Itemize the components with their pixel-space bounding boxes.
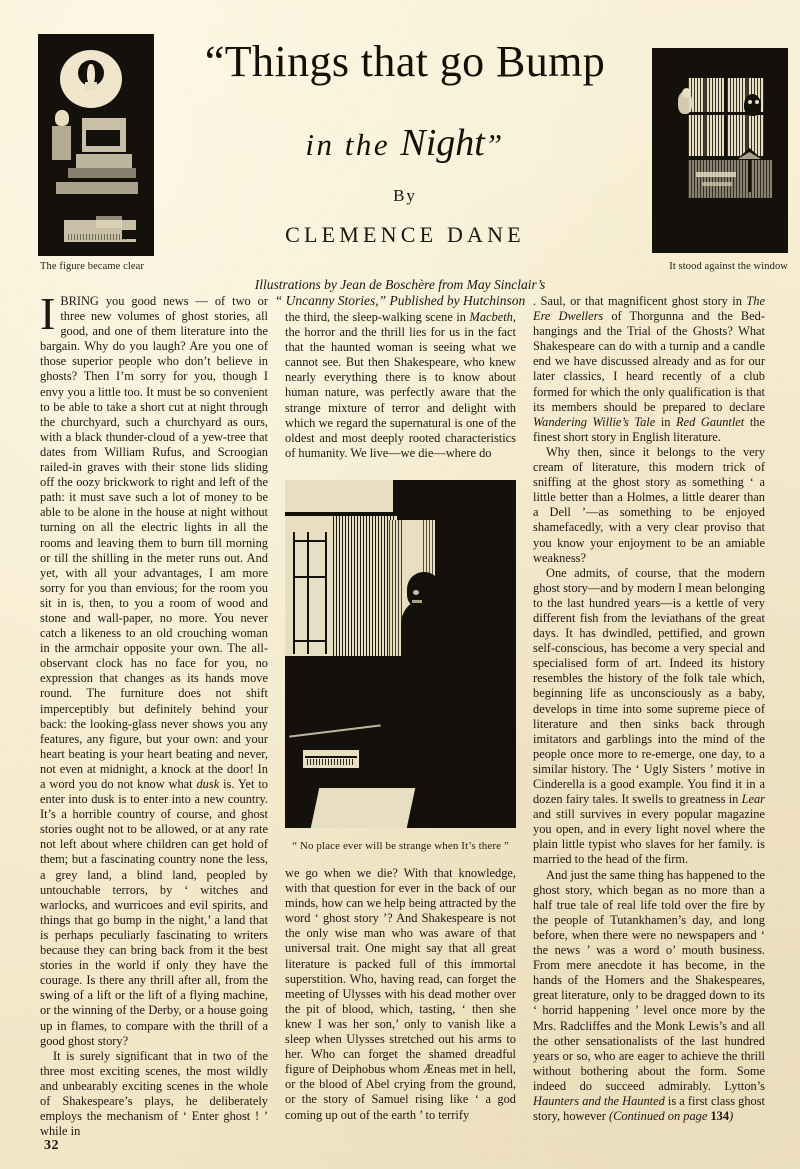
credit-line-2: “ Uncanny Stories,” Published by Hutchinson (274, 293, 526, 308)
paragraph (533, 294, 765, 445)
drop-cap: I (40, 288, 56, 339)
paragraph (533, 566, 765, 868)
continued-notice[interactable] (609, 1109, 733, 1123)
byline-label: By (393, 186, 417, 205)
continued-close-paren: ) (729, 1109, 734, 1124)
paragraph-text: And just the same thing has happened to the ghost story, which began as no more than a half true tale of real life told over the fire by the people of Tutankhamen’s day, and long before, when there were no newspapers and ‘ the news ’ was a word o’ mouth business. From mere anecdote it has become, in the hands of the Homers and the Shakespeares, great literature, only to be dragged down to its ‘ horrid happening ’ level once more by the Mrs. Radcliffes and the Monk Lewis’s and all the other sensationalists of the last hundred years or so, who are eager to achieve the thrill without bothering about the form. Some indeed do succeed admirably. Lytton’s (533, 867, 765, 1093)
lede-word: BRING (60, 294, 99, 308)
italic-title-haunters-and-the-haunted: Haunters and the Haunted (533, 1093, 665, 1108)
title-line2-post: ” (484, 127, 505, 162)
author-name: CLEMENCE DANE (285, 222, 525, 247)
paragraph: Why then, since it belongs to the very cream of literature, this modern trick of sniffing at the ghost story as something ‘ a little better than a Holmes, a little dearer than a Dell ’—as something to be enjoyed shamefacedly, with a very clear proviso that you know your enjoyment to be an amiable weakness? (533, 444, 765, 565)
credit-line-1: Illustrations by Jean de Boschère from May Sinclair’s (254, 277, 546, 292)
paragraph: we go when we die? With that knowledge, with that question for ever in the back of our minds, how can we help being attracted by the word ‘ ghost story ’? And Shakespeare is not the only wise man who was aware of that universal trait. One might say that all great literature is packed full of this immortal superstition. Who, having read, can forget the meeting of Ulysses with his dead mother over the pit of blood, which, tasting, ‘ then she knew I was her son,’ only to vanish like a sleep when Ulysses stretched out his arms to her. Who can forget the shamed dreadful figure of Deiphobus whom Æneas met in hell, or the blood of Abel crying from the ground, or the story of Samuel rising like ‘ a god coming up out of the earth ’ to terrify (285, 866, 516, 1122)
text-column-3 (533, 294, 765, 1124)
paragraph-text-tail: , the horror and the thrill lies for us in the fact that the haunted woman is seeing what we cannot see. But then Shakespeare, who knew nearly everything there is to know about human nature, was perfectly aware that the strange mixture of terror and delight with which we regard the supernatural is one of the oldest and most deeply rooted characteristics of humanity. We live—we die—where do (285, 310, 516, 460)
italic-title-ere-dwellers: The Ere Dwellers (533, 294, 765, 324)
caption-right: It stood against the window (669, 261, 788, 272)
paragraph (533, 868, 765, 1125)
paragraph-text-tail: the finest short story in English literature. (533, 414, 765, 444)
illustration-middle-no-place-ever-strange (285, 480, 516, 828)
paragraph-text: in (655, 414, 677, 429)
paragraph: It is surely significant that in two of the three most exciting scenes, the most wildly and unbearably exciting scenes in the whole of Shakespeare’s plays, he deliberately employs the mechanism of ‘ Enter ghost ! ’ while in (40, 1048, 268, 1139)
italic-title-lear: Lear (741, 792, 765, 807)
title-line2-pre: in the (305, 127, 401, 162)
paragraph (40, 288, 269, 1049)
paragraph-text-tail: and still survives in every popular magazine you open, and in every light novel where the plain little typist who slaves for her family. is married to the head of the firm. (533, 807, 765, 867)
page-number: 32 (44, 1138, 59, 1153)
continued-label: Continued on page (613, 1109, 711, 1124)
article-title-line1: “Things that go Bump (204, 37, 606, 86)
italic-word-dusk: dusk (196, 777, 220, 791)
caption-middle: “ No place ever will be strange when It’s there ” (292, 840, 509, 852)
italic-title-wandering-willies-tale: Wandering Willie’s Tale (533, 414, 656, 429)
article-title-line2 (155, 122, 655, 164)
paragraph-text: . Saul, or that magnificent ghost story in (533, 294, 747, 308)
italic-title-macbeth: Macbeth (469, 310, 513, 324)
continued-open-paren: ( (608, 1109, 614, 1124)
text-column-2-lower (285, 866, 516, 1123)
paragraph-text: the third, the sleep-walking scene in (285, 310, 470, 324)
paragraph-text-tail: is. Yet to enter into dusk is to enter into a new country. It’s a horrible country of course, and ghost stories ought not to be allowed, or at any rate not left about where children can get hold of them; but a fascinating country none the less, a grey land, a blind land, peopled by untouchable terrors, by ‘ witches and warlocks, and wurricoes and evil spirits, and things that go bump in the night,’ a land that is perhaps peculiarly fascinating to writers because they can bring back from it the best stories in the world if only they have the courage. Is there any thrill after all, from the swing of a lift or the lift of a flying machine, or the winning of the Derby, or a house going up in flames, to compare with the thrill of a good ghost story? (40, 777, 269, 1048)
paragraph-text: of Thorgunna and the Bed-hangings and the Trial of the Ghosts? What Shakespeare can do with a turnip and a candle end we have discussed already and as for our later classics, I heard recently of a club formed for which the only qualification is that its members should be prepared to declare (533, 309, 765, 414)
text-column-1 (40, 288, 269, 1139)
paragraph-text: you good news — of two or three new volumes of ghost stories, all good, and one of them literature into the bargain. Why do you laugh? Are you one of those superior people who don’t believe in ghosts? Then I’m sorry for you, though I envy you a little too. It must be so convenient to be able to take a short cut at night through the churchyard, such a churchyard as ours, with a black thunder-cloud of a yew-tree that dates from William Rufus, and Scroogian railed-in graves with their stone lids sliding off the oozy brickwork to right and left of the path: it must save such a lot of money to be able to be alone in the house at night without turning on all the electric lights in all the rooms and leaving them to burn till morning or till the shilling in the meter runs out. And yet, with all your advantages, I am more sorry for you than envious; for the room you sit in is, then, to you a room of wood and stone and wall-paper, no more. You never catch a likeness to an old crouching woman in the armchair opposite your own. The all-observant clock has no face for you, no expression that changes as its hands move round. The furniture does not shift imperceptibly but definitely behind your back: the looking-glass never shows you any features, any figure, but your own: and your heart beating is your heart beating and never, not even at midnight, a knock at the door! In a word you do not know what (40, 294, 268, 791)
text-column-2-upper (285, 310, 516, 461)
title-line2-word: Night (400, 122, 485, 164)
page-header (0, 0, 800, 270)
caption-left: The figure became clear (40, 261, 145, 272)
paragraph-text: is a first class ghost story, however (533, 1093, 765, 1124)
continued-page-number: 134 (710, 1109, 730, 1124)
paragraph (285, 310, 516, 461)
italic-title-red-gauntlet: Red Gauntlet (676, 414, 745, 429)
paragraph-text: One admits, of course, that the modern ghost story—and by modern I mean belonging to the last hundred years—is a kettle of very different fish from the leviathans of the great days. It has dwindled, pettified, and grown self-conscious, has become a very special and specialised form of art. Indeed its history resembles the history of the folk tale which, beginning life as unconsciously as a baby, develops in time into some supreme piece of literature and then sinks back through imitators and garblings into the mind of the people once more to re-emerge, one day, to a similar history. The ‘ Ugly Sisters ’ motive in Cinderella is a good example. You find it in a dozen fairy tales. It swells to greatness in (533, 565, 765, 807)
